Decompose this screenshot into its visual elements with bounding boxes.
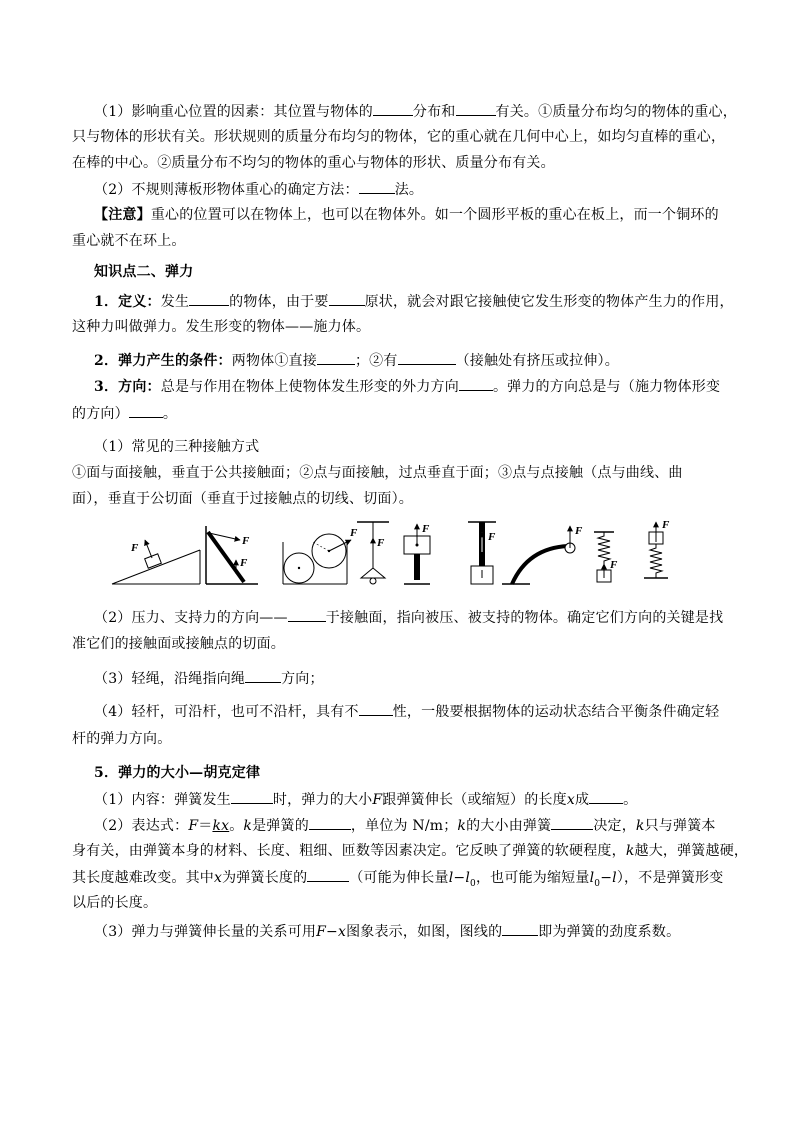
p2-line-1 bbox=[94, 607, 723, 628]
text: ，单位为 N/m； bbox=[350, 818, 458, 834]
text: 身有关，由弹簧本身的材料、长度、粗细、匝数等因素决定。它反映了弹簧的软硬程度， bbox=[72, 843, 626, 859]
section-title: 知识点二、弹力 bbox=[94, 264, 194, 280]
text: ），不是弹簧形变 bbox=[616, 870, 724, 886]
var: l bbox=[448, 870, 454, 886]
text: 决定， bbox=[593, 818, 636, 834]
p2-line-2: 准它们的接触面或接触点的切面。 bbox=[72, 636, 285, 652]
note-line-2: 重心就不在环上。 bbox=[72, 233, 186, 249]
force-label: F bbox=[610, 559, 618, 571]
text: （2）压力、支持力的方向—— bbox=[94, 610, 288, 626]
text: （接触处有挤压或拉伸）。 bbox=[455, 353, 619, 369]
text: （3）弹力与弹簧伸长量的关系可用 bbox=[94, 924, 317, 940]
note-line-1 bbox=[94, 205, 719, 225]
text: 总是与作用在物体上使物体发生形变的外力方向 bbox=[160, 379, 459, 395]
figure-balls-container bbox=[283, 527, 358, 584]
blank bbox=[245, 668, 281, 683]
force-label: F bbox=[575, 525, 583, 537]
blank bbox=[459, 376, 493, 391]
gravity-line-2: 只与物体的形状有关。形状规则的质量分布均匀的物体，它的重心就在几何中心上，如均匀直棒的重心， bbox=[72, 129, 726, 145]
text: （3）轻绳，沿绳指向绳 bbox=[94, 671, 246, 687]
blank bbox=[129, 403, 163, 418]
force-label: F bbox=[488, 531, 496, 543]
force-label: F bbox=[131, 542, 139, 554]
text: − bbox=[600, 870, 613, 886]
var: F bbox=[316, 924, 327, 940]
blank bbox=[288, 607, 326, 622]
p3-line bbox=[94, 668, 324, 689]
var: x bbox=[214, 870, 223, 886]
text: ，也可能为缩短量 bbox=[475, 870, 590, 886]
blank bbox=[359, 179, 395, 194]
text: 的方向） bbox=[72, 406, 129, 422]
text: 的物体，由于要 bbox=[229, 294, 329, 310]
blank bbox=[359, 701, 393, 716]
subscript: 0 bbox=[594, 878, 601, 889]
var: F bbox=[188, 818, 199, 834]
figure-incline-block bbox=[112, 540, 200, 584]
text: 即为弹簧的劲度系数。 bbox=[538, 924, 681, 940]
text: （2）表达式： bbox=[94, 818, 189, 834]
blank bbox=[329, 291, 365, 306]
hooke-expression-line-2 bbox=[72, 841, 748, 861]
var: x bbox=[337, 924, 347, 940]
var: k bbox=[635, 818, 645, 834]
text: 越大，弹簧越硬， bbox=[634, 843, 749, 859]
force-label: F bbox=[242, 535, 250, 547]
text: 跟弹簧伸长（或缩短）的长度 bbox=[382, 792, 567, 808]
text: （1）影响重心位置的因素：其位置与物体的 bbox=[94, 104, 373, 120]
force-label: F bbox=[422, 523, 430, 535]
text: 重心的位置可以在物体上，也可以在物体外。如一个圆形平板的重心在板上，而一个铜环的 bbox=[150, 207, 719, 223]
label: 1．定义： bbox=[94, 294, 161, 310]
contact-figures bbox=[110, 518, 690, 590]
text: 是弹簧的 bbox=[252, 818, 309, 834]
force-label: F bbox=[240, 557, 248, 569]
text: （2）不规则薄板形物体重心的确定方法： bbox=[94, 182, 359, 198]
text: 方向； bbox=[281, 671, 324, 687]
blank bbox=[317, 350, 355, 365]
text: 的大小由弹簧 bbox=[466, 818, 552, 834]
p4-line-1 bbox=[94, 701, 719, 722]
blank bbox=[502, 921, 538, 936]
figure-leaning-rod bbox=[206, 526, 258, 584]
text: 发生 bbox=[160, 294, 190, 310]
contact-title: （1）常见的三种接触方式 bbox=[94, 439, 260, 455]
gravity-line-1 bbox=[94, 101, 737, 122]
text: − bbox=[453, 870, 466, 886]
figure-hanging-spring bbox=[594, 532, 618, 582]
force-label: F bbox=[662, 519, 670, 531]
var: kx bbox=[212, 818, 230, 834]
text: 。 bbox=[229, 818, 244, 834]
var: k bbox=[625, 843, 635, 859]
blank bbox=[373, 101, 413, 116]
text: 法。 bbox=[394, 182, 424, 198]
blank bbox=[189, 291, 229, 306]
text: ；②有 bbox=[354, 353, 398, 369]
figure-block-post bbox=[404, 523, 430, 584]
var: F bbox=[372, 792, 383, 808]
label: 3．方向： bbox=[94, 379, 161, 395]
hooke-expression-line-4: 以后的长度。 bbox=[72, 895, 158, 911]
text: 。弹力的方向总是与（施力物体形变 bbox=[492, 379, 721, 395]
hooke-expression-line-1 bbox=[94, 815, 716, 836]
gravity-line-4 bbox=[94, 179, 423, 200]
var: k bbox=[457, 818, 467, 834]
text: 为弹簧长度的 bbox=[222, 870, 308, 886]
hooke-expression-line-3 bbox=[72, 867, 723, 894]
hooke-graph-line bbox=[94, 921, 680, 942]
hooke-content-line bbox=[94, 789, 637, 810]
definition-line-1 bbox=[94, 291, 734, 312]
text: （4）轻杆，可沿杆，也可不沿杆，具有不 bbox=[94, 704, 359, 720]
p4-line-2: 杆的弹力方向。 bbox=[72, 731, 172, 747]
text: 时，弹力的大小 bbox=[272, 792, 373, 808]
blank bbox=[589, 789, 623, 804]
text: 其长度越难改变。其中 bbox=[72, 870, 214, 886]
text: 性，一般要根据物体的运动状态结合平衡条件确定轻 bbox=[392, 704, 720, 720]
text: 两物体①直接 bbox=[231, 353, 317, 369]
text: − bbox=[326, 924, 338, 940]
figure-compressed-spring bbox=[644, 519, 670, 578]
force-label: F bbox=[377, 537, 385, 549]
note-tag: 【注意】 bbox=[94, 207, 151, 223]
text: 图象表示，如图，图线的 bbox=[346, 924, 503, 940]
subscript: 0 bbox=[470, 878, 476, 889]
gravity-line-3: 在棒的中心。②质量分布不均匀的物体的重心与物体的形状、质量分布有关。 bbox=[72, 155, 555, 171]
var: l bbox=[612, 870, 617, 886]
text: 有关。①质量分布均匀的物体的重心， bbox=[495, 104, 737, 120]
condition-line bbox=[94, 350, 619, 371]
definition-line-2: 这种力叫做弹力。发生形变的物体——施力体。 bbox=[72, 319, 371, 335]
direction-line-2 bbox=[72, 403, 177, 424]
contact-line-1: ①面与面接触，垂直于公共接触面；②点与面接触，过点垂直于面；③点与点接触（点与曲线、曲 bbox=[72, 465, 683, 481]
blank bbox=[307, 867, 349, 882]
figure-curved-rod bbox=[502, 525, 583, 584]
text: （1）内容：弹簧发生 bbox=[94, 792, 231, 808]
text: ＝ bbox=[198, 818, 213, 834]
var: k bbox=[243, 818, 253, 834]
blank bbox=[309, 815, 351, 830]
label: 2．弹力产生的条件： bbox=[94, 353, 232, 369]
contact-line-2: 面），垂直于公切面（垂直于过接触点的切线、切面）。 bbox=[72, 491, 413, 507]
text: （可能为伸长量 bbox=[349, 870, 449, 886]
var: x bbox=[566, 792, 575, 808]
blank bbox=[398, 350, 456, 365]
force-label: F bbox=[350, 527, 358, 539]
text: 于接触面，指向被压、被支持的物体。确定它们方向的关键是找 bbox=[325, 610, 724, 626]
text: 。 bbox=[162, 406, 178, 422]
blank bbox=[456, 101, 496, 116]
hooke-title: 5．弹力的大小—胡克定律 bbox=[94, 765, 261, 781]
blank bbox=[551, 815, 593, 830]
var: l bbox=[465, 870, 471, 886]
figure-hanging-block-rod bbox=[468, 522, 496, 584]
var: l bbox=[589, 870, 595, 886]
blank bbox=[231, 789, 273, 804]
direction-line-1 bbox=[94, 376, 720, 397]
figure-hanging-lamp bbox=[357, 522, 389, 584]
text: 只与弹簧本 bbox=[644, 818, 716, 834]
text: 。 bbox=[623, 792, 638, 808]
text: 原状，就会对跟它接触使它发生形变的物体产生力的作用， bbox=[364, 294, 734, 310]
text: 分布和 bbox=[412, 104, 456, 120]
text: 成 bbox=[574, 792, 590, 808]
